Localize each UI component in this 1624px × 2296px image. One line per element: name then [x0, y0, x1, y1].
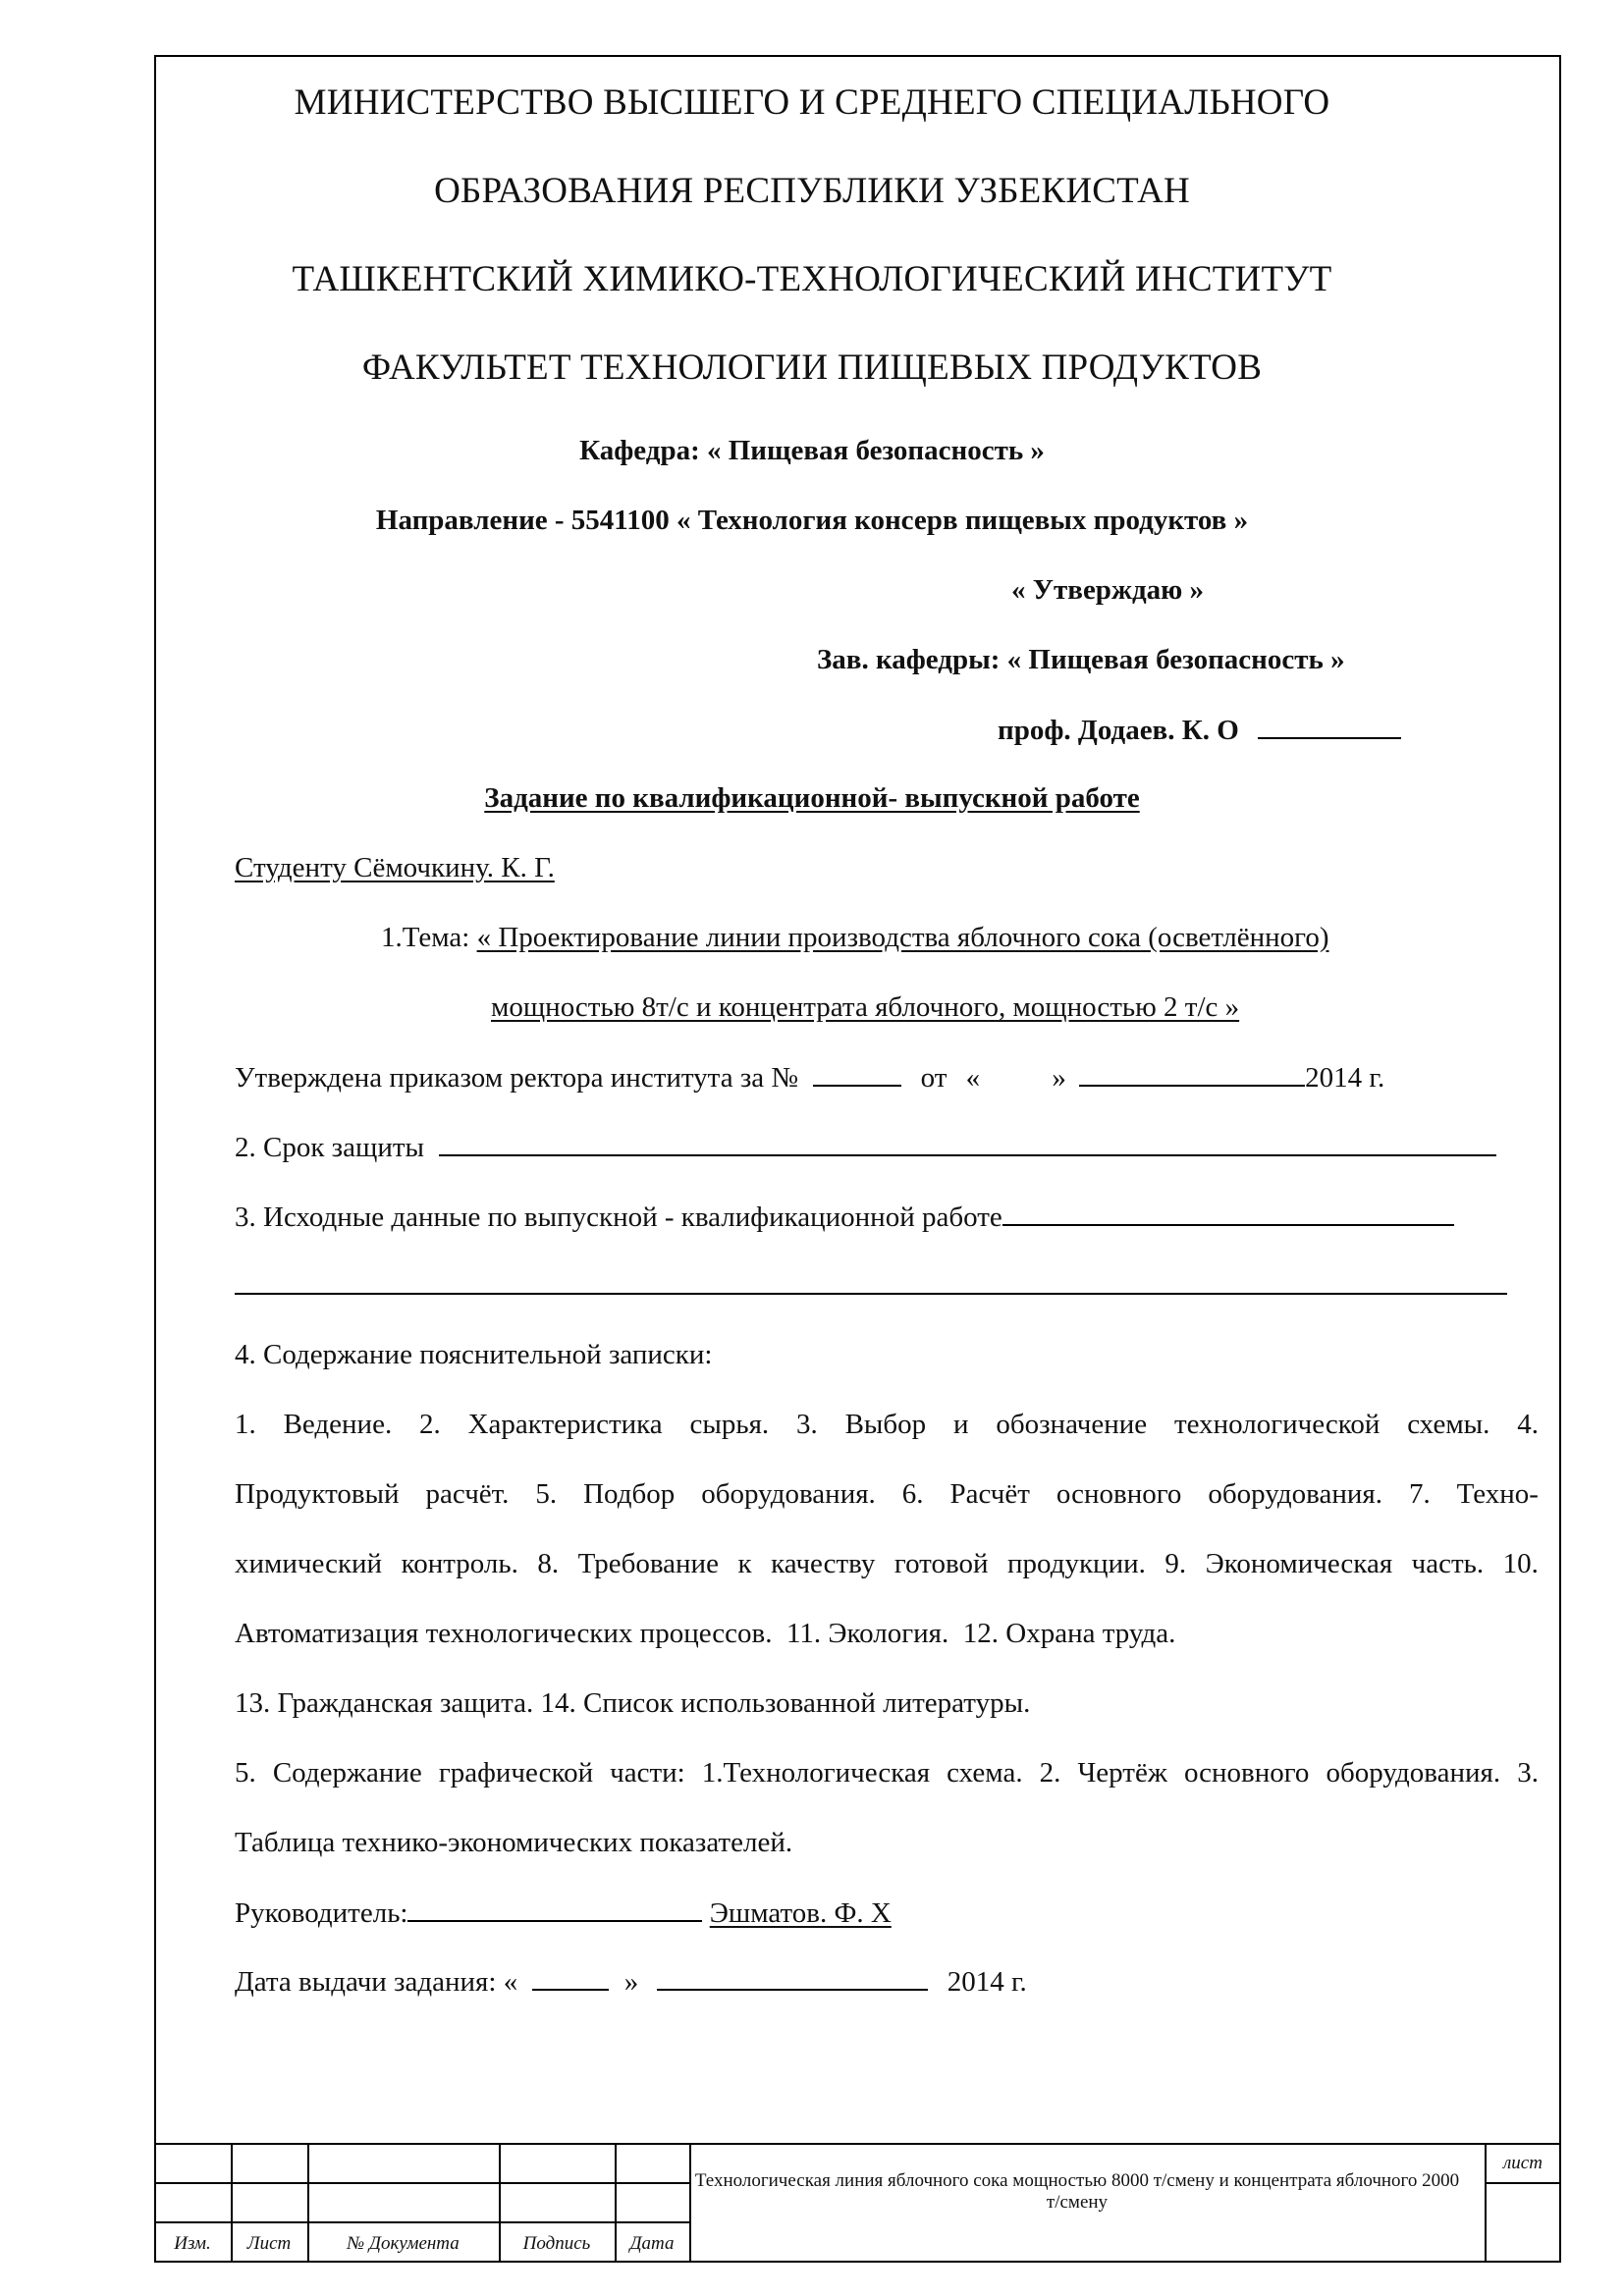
- order-quote-open: «: [965, 1062, 981, 1094]
- graphic-line-1: [235, 1755, 1539, 1790]
- graphic-line-1-word: части:: [610, 1757, 685, 1789]
- institute-name: ТАШКЕНТСКИЙ ХИМИКО-ТЕХНОЛОГИЧЕСКИЙ ИНСТИТУТ: [292, 259, 1332, 299]
- ministry-line-1: МИНИСТЕРСТВО ВЫСШЕГО И СРЕДНЕГО СПЕЦИАЛЬНОГО: [294, 82, 1330, 123]
- contents-line-3-word: 9.: [1164, 1548, 1187, 1579]
- theme-line-1: [381, 920, 1329, 955]
- professor-name: проф. Додаев. К. О: [998, 715, 1239, 746]
- contents-heading: 4. Содержание пояснительной записки:: [235, 1339, 713, 1370]
- order-text: Утверждена приказом ректора института за №: [235, 1062, 799, 1094]
- contents-line-2-word: Техно-: [1456, 1478, 1539, 1510]
- professor-signature-line: [998, 712, 1401, 748]
- supervisor-line: [235, 1895, 892, 1931]
- graphic-line-1-word: схема.: [947, 1757, 1023, 1789]
- issue-date-line: [235, 1963, 1027, 2000]
- deadline-label: 2. Срок защиты: [235, 1132, 425, 1163]
- theme-text-2: мощностью 8т/с и концентрата яблочного, мощностью 2 т/с »: [491, 991, 1240, 1023]
- initial-data-label: 3. Исходные данные по выпускной - квалификационной работе: [235, 1201, 1002, 1233]
- student-name: Студенту Сёмочкину. К. Г.: [235, 852, 555, 883]
- graphic-line-1-word: основного: [1183, 1757, 1310, 1789]
- graphic-line-1-word: 5.: [235, 1757, 256, 1789]
- supervisor-name: Эшматов. Ф. Х: [709, 1897, 892, 1929]
- contents-line-2-word: основного: [1056, 1478, 1182, 1510]
- contents-line-3-word: часть.: [1411, 1548, 1485, 1579]
- contents-line-2-word: Расчёт: [949, 1478, 1030, 1510]
- title-block: [154, 2143, 1561, 2263]
- contents-line-1-word: технологической: [1173, 1409, 1380, 1440]
- order-date-blank: [1079, 1059, 1305, 1087]
- contents-line-2-word: 5.: [535, 1478, 558, 1510]
- graphic-line-1-word: Чертёж: [1077, 1757, 1167, 1789]
- order-from: от: [920, 1062, 947, 1094]
- contents-line-3-word: 10.: [1502, 1548, 1539, 1579]
- deadline-blank: [439, 1129, 1496, 1156]
- contents-line-2-word: Продуктовый: [235, 1478, 400, 1510]
- contents-line-1-word: сырья.: [689, 1409, 770, 1440]
- supervisor-label: Руководитель:: [235, 1897, 408, 1929]
- contents-line-2-word: расчёт.: [425, 1478, 510, 1510]
- order-quote-close: »: [1052, 1062, 1066, 1094]
- contents-line-3-word: качеству: [771, 1548, 876, 1579]
- contents-line-3-word: контроль.: [401, 1548, 518, 1579]
- contents-line-3-word: Требование: [577, 1548, 719, 1579]
- sheet-label: лист: [1503, 2153, 1543, 2173]
- contents-line-1-word: обозначение: [996, 1409, 1148, 1440]
- issue-date-close: »: [623, 1966, 639, 1998]
- graphic-line-1-word: графической: [438, 1757, 594, 1789]
- contents-line-1-word: 4.: [1517, 1409, 1539, 1440]
- supervisor-blank: [407, 1895, 702, 1922]
- graphic-line-1-word: 1.Технологическая: [701, 1757, 931, 1789]
- deadline-line: [235, 1129, 1496, 1165]
- head-of-department: Зав. кафедры: « Пищевая безопасность »: [817, 644, 1345, 675]
- contents-line-1-word: 1.: [235, 1409, 256, 1440]
- col-date: Дата: [629, 2233, 675, 2254]
- graphic-line-1-word: 3.: [1517, 1757, 1539, 1789]
- initial-data-line: [235, 1199, 1454, 1235]
- issue-day-blank: [532, 1963, 609, 1991]
- initial-data-blank-line-2: [235, 1293, 1507, 1295]
- contents-line-1: [235, 1407, 1539, 1442]
- col-signature: Подпись: [522, 2233, 591, 2254]
- contents-line-1-word: Ведение.: [283, 1409, 393, 1440]
- title-block-top-border: [154, 2143, 1561, 2145]
- issue-month-blank: [657, 1963, 928, 1991]
- order-number-blank: [813, 1059, 901, 1087]
- contents-line-2-word: 7.: [1408, 1478, 1431, 1510]
- contents-line-4: Автоматизация технологических процессов. 11. Экология. 12. Охрана труда.: [235, 1618, 1176, 1649]
- faculty-name: ФАКУЛЬТЕТ ТЕХНОЛОГИИ ПИЩЕВЫХ ПРОДУКТОВ: [361, 347, 1263, 388]
- ministry-line-2: ОБРАЗОВАНИЯ РЕСПУБЛИКИ УЗБЕКИСТАН: [434, 171, 1190, 211]
- contents-line-2-word: Подбор: [583, 1478, 676, 1510]
- order-year: 2014 г.: [1305, 1062, 1385, 1094]
- contents-line-3-word: продукции.: [1007, 1548, 1146, 1579]
- initial-data-blank: [1002, 1199, 1454, 1226]
- issue-date-year: 2014 г.: [947, 1966, 1027, 1998]
- contents-line-1-word: и: [952, 1409, 969, 1440]
- contents-line-3-word: химический: [235, 1548, 383, 1579]
- contents-line-1-word: схемы.: [1407, 1409, 1490, 1440]
- col-document: № Документа: [347, 2233, 460, 2254]
- contents-line-2-word: оборудования.: [1208, 1478, 1382, 1510]
- task-title: Задание по квалификационной- выпускной работе: [484, 782, 1140, 814]
- sheet-row-line: [1485, 2182, 1561, 2184]
- contents-line-5: 13. Гражданская защита. 14. Список использованной литературы.: [235, 1687, 1031, 1719]
- contents-line-1-word: Выбор: [844, 1409, 927, 1440]
- approve-label: « Утверждаю »: [1011, 574, 1205, 606]
- issue-date-label: Дата выдачи задания: «: [235, 1966, 518, 1998]
- contents-line-3-word: готовой: [893, 1548, 989, 1579]
- col-list: Лист: [246, 2233, 292, 2254]
- contents-line-3-word: Экономическая: [1205, 1548, 1393, 1579]
- contents-line-2-word: 6.: [901, 1478, 924, 1510]
- col-izm: Изм.: [174, 2233, 211, 2254]
- theme-label: 1.Тема:: [381, 922, 470, 953]
- contents-line-2-word: оборудования.: [701, 1478, 876, 1510]
- contents-line-1-word: 3.: [795, 1409, 818, 1440]
- contents-line-3: [235, 1546, 1539, 1581]
- graphic-line-1-word: Содержание: [272, 1757, 422, 1789]
- title-block-row-line-1: [154, 2182, 689, 2184]
- department: Кафедра: « Пищевая безопасность »: [579, 435, 1045, 466]
- graphic-line-2: Таблица технико-экономических показателей.: [235, 1827, 793, 1858]
- contents-line-3-word: к: [737, 1548, 752, 1579]
- graphic-line-1-word: 2.: [1039, 1757, 1061, 1789]
- theme-text-1: « Проектирование линии производства яблочного сока (осветлённого): [476, 922, 1329, 953]
- contents-line-1-word: Характеристика: [467, 1409, 663, 1440]
- contents-line-1-word: 2.: [419, 1409, 441, 1440]
- order-line: [235, 1059, 1384, 1095]
- title-block-row-line-2: [154, 2221, 689, 2223]
- direction: Направление - 5541100 « Технология консерв пищевых продуктов »: [375, 505, 1249, 536]
- contents-line-3-word: 8.: [537, 1548, 560, 1579]
- contents-line-2: [235, 1476, 1539, 1512]
- graphic-line-1-word: оборудования.: [1326, 1757, 1501, 1789]
- signature-blank: [1258, 712, 1401, 739]
- title-block-title: Технологическая линия яблочного сока мощностью 8000 т/смену и концентрата яблочного 2000 т/смену: [694, 2170, 1460, 2213]
